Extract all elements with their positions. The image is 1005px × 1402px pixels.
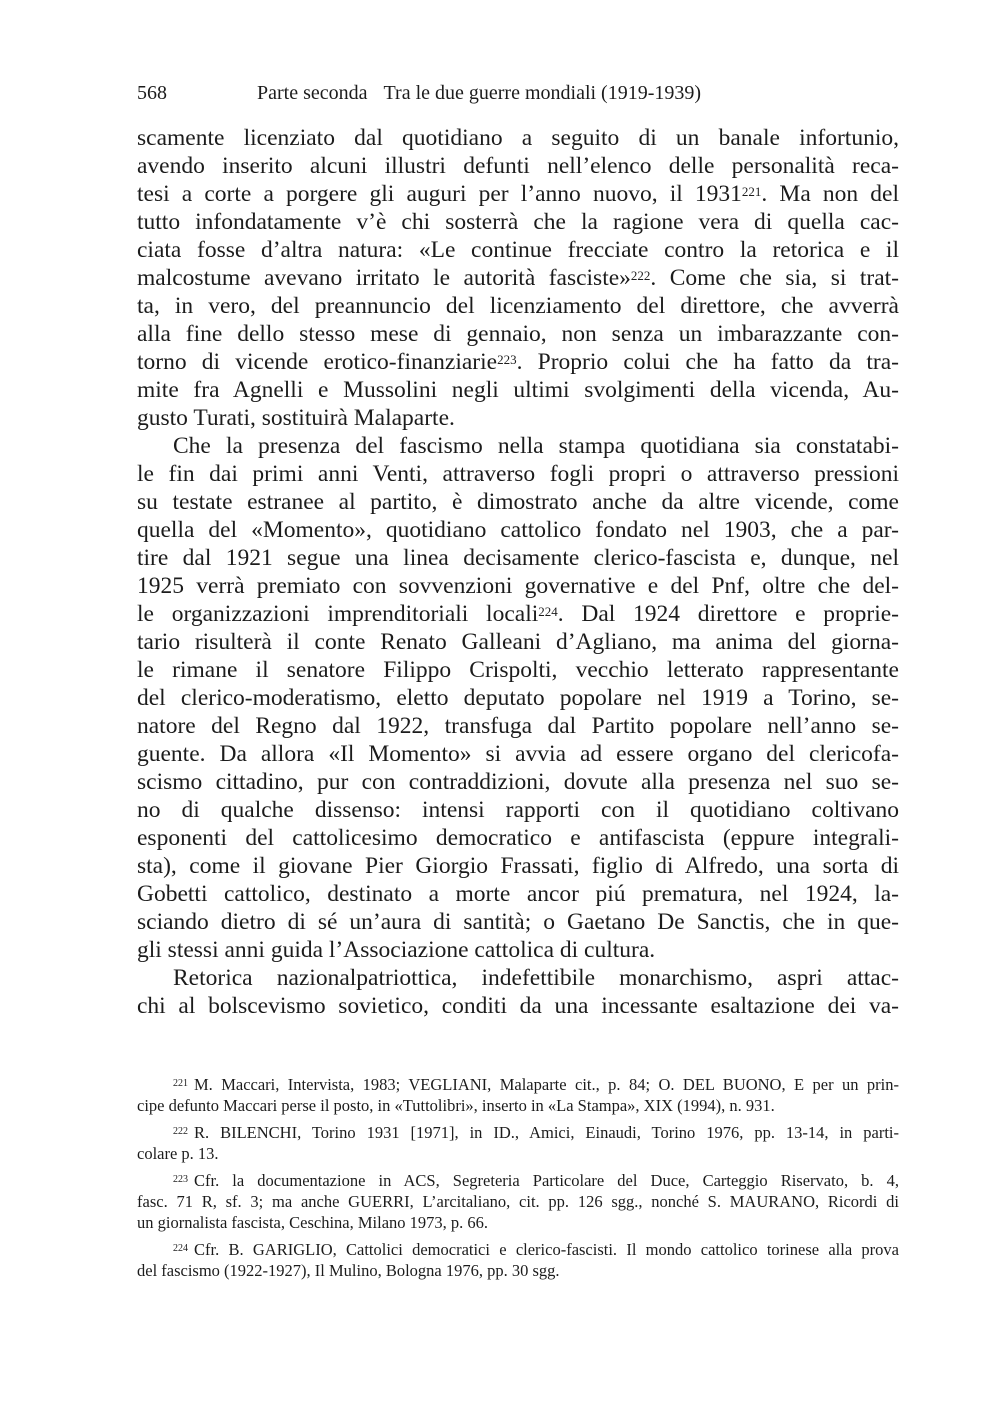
text-segment: gli stessi anni guida l’Associazione cattolica di cultura. [137, 937, 656, 963]
text-line [137, 292, 899, 320]
footnote-ref: 221 [741, 184, 762, 199]
text-line [137, 180, 899, 208]
text-segment: 1925 verrà premiato con sovvenzioni governative e del Pnf, oltre che del- [137, 573, 899, 599]
text-segment: . Dal 1924 direttore e proprie- [557, 601, 899, 627]
text-line [137, 936, 899, 964]
text-line [137, 432, 899, 460]
text-segment: ta, in vero, del preannuncio del licenziamento del direttore, che avverrà [137, 293, 899, 319]
footnote-ref: 223 [497, 352, 517, 367]
text-line [137, 600, 899, 628]
footnote-line [137, 1170, 899, 1191]
footnote-number: 223 [173, 1174, 188, 1185]
footnote-line [137, 1095, 899, 1116]
text-line [137, 628, 899, 656]
text-line [137, 740, 899, 768]
page-number: 568 [137, 82, 167, 104]
text-segment: le rimane il senatore Filippo Crispolti, vecchio letterato rappresentante [137, 657, 899, 683]
text-segment: sta), come il giovane Pier Giorgio Frassati, figlio di Alfredo, una sorta di [137, 853, 899, 879]
footnote-text: M. Maccari, Intervista, 1983; VEGLIANI, Malaparte cit., p. 84; O. DEL BUONO, E per un prin- [194, 1075, 899, 1094]
footnote-text: un giornalista fascista, Ceschina, Milano 1973, p. 66. [137, 1213, 489, 1232]
footnote-text: colare p. 13. [137, 1144, 219, 1163]
footnote-line [137, 1074, 899, 1095]
text-line [137, 684, 899, 712]
footnote-number: 222 [173, 1126, 188, 1137]
text-segment: Gobetti cattolico, destinato a morte ancor piú prematura, nel 1924, la- [137, 881, 899, 907]
text-line [137, 796, 899, 824]
text-line [137, 264, 899, 292]
text-segment: tutto infondatamente v’è chi sosterrà che la ragione vera di quella cac- [137, 209, 899, 235]
footnote-number: 224 [173, 1243, 188, 1254]
text-line [137, 656, 899, 684]
text-line [137, 824, 899, 852]
text-line [137, 152, 899, 180]
text-segment: . Proprio colui che ha fatto da tra- [516, 349, 899, 375]
text-line [137, 992, 899, 1020]
footnote [137, 1074, 899, 1116]
running-head [137, 80, 701, 106]
footnote-text: cipe defunto Maccari perse il posto, in «Tuttolibri», inserto in «La Stampa», XIX (1994), n. 931. [137, 1096, 775, 1115]
footnote-text: Cfr. la documentazione in ACS, Segreteria Particolare del Duce, Carteggio Riservato, b. 4, [194, 1171, 899, 1190]
text-line [137, 488, 899, 516]
text-segment: Retorica nazionalpatriottica, indefettibile monarchismo, aspri attac- [173, 965, 899, 991]
text-line [137, 236, 899, 264]
text-segment: tesi a corte a porgere gli auguri per l’anno nuovo, il 1931 [137, 181, 742, 207]
footnote-line [137, 1143, 899, 1164]
text-segment: alla fine dello stesso mese di gennaio, non senza un imbarazzante con- [137, 321, 899, 347]
text-line [137, 572, 899, 600]
footnote-number: 221 [173, 1078, 188, 1089]
text-segment: Che la presenza del fascismo nella stampa quotidiana sia constatabi- [173, 433, 899, 459]
body-text [137, 124, 899, 1020]
footnote [137, 1170, 899, 1233]
footnote-text: R. BILENCHI, Torino 1931 [1971], in ID., Amici, Einaudi, Torino 1976, pp. 13-14, in parti- [194, 1123, 899, 1142]
text-segment: . Come che sia, si trat- [650, 265, 899, 291]
footnote [137, 1122, 899, 1164]
text-segment: sciando dietro di sé un’aura di santità; o Gaetano De Sanctis, che in que- [137, 909, 899, 935]
chapter-title: Tra le due guerre mondiali (1919-1939) [383, 82, 702, 104]
text-line [137, 768, 899, 796]
text-segment: su testate estranee al partito, è dimostrato anche da altre vicende, come [137, 489, 899, 515]
text-line [137, 964, 899, 992]
text-segment: malcostume avevano irritato le autorità fasciste» [137, 265, 631, 291]
text-segment: scismo cittadino, pur con contraddizioni, dovute alla presenza nel suo se- [137, 769, 899, 795]
footnote-line [137, 1191, 899, 1212]
text-segment: chi al bolscevismo sovietico, conditi da una incessante esaltazione dei va- [137, 993, 899, 1019]
footnote-line [137, 1239, 899, 1260]
text-line [137, 348, 899, 376]
text-segment: le organizzazioni imprenditoriali locali [137, 601, 539, 627]
footnote-line [137, 1212, 899, 1233]
text-segment: torno di vicende erotico-finanziarie [137, 349, 498, 375]
text-line [137, 516, 899, 544]
footnote-line [137, 1260, 899, 1281]
text-segment: . Ma non del [761, 181, 899, 207]
text-segment: tario risulterà il conte Renato Galleani d’Agliano, ma anima del giorna- [137, 629, 899, 655]
text-line [137, 460, 899, 488]
footnotes [137, 1074, 899, 1287]
text-segment: guente. Da allora «Il Momento» si avvia ad essere organo del clericofa- [137, 741, 899, 767]
text-line [137, 544, 899, 572]
text-line [137, 404, 899, 432]
text-segment: natore del Regno dal 1922, transfuga dal Partito popolare nell’anno se- [137, 713, 899, 739]
text-line [137, 908, 899, 936]
footnote-ref: 222 [630, 268, 651, 283]
text-segment: del clerico-moderatismo, eletto deputato popolare nel 1919 a Torino, se- [137, 685, 899, 711]
text-segment: avendo inserito alcuni illustri defunti nell’elenco delle personalità reca- [137, 153, 899, 179]
text-segment: no di qualche dissenso: intensi rapporti con il quotidiano coltivano [137, 797, 899, 823]
text-segment: mite fra Agnelli e Mussolini negli ultimi svolgimenti della vicenda, Au- [137, 377, 899, 403]
footnote-line [137, 1122, 899, 1143]
footnote-text: fasc. 71 R, sf. 3; ma anche GUERRI, L’arcitaliano, cit. pp. 126 sgg., nonché S. MAURANO, Ricordi di [137, 1192, 899, 1211]
footnote-ref: 224 [538, 604, 558, 619]
text-line [137, 880, 899, 908]
part-title: Parte seconda [257, 82, 368, 104]
footnote-text: del fascismo (1922-1927), Il Mulino, Bologna 1976, pp. 30 sgg. [137, 1261, 560, 1280]
text-segment: esponenti del cattolicesimo democratico e antifascista (eppure integrali- [137, 825, 899, 851]
text-line [137, 320, 899, 348]
footnote [137, 1239, 899, 1281]
text-line [137, 712, 899, 740]
text-segment: ciata fosse d’altra natura: «Le continue frecciate contro la retorica e il [137, 237, 899, 263]
text-line [137, 208, 899, 236]
text-line [137, 852, 899, 880]
text-line [137, 376, 899, 404]
text-segment: quella del «Momento», quotidiano cattolico fondato nel 1903, che a par- [137, 517, 899, 543]
footnote-text: Cfr. B. GARIGLIO, Cattolici democratici e clerico-fascisti. Il mondo cattolico torinese alla prova [194, 1240, 899, 1259]
text-segment: scamente licenziato dal quotidiano a seguito di un banale infortunio, [137, 125, 899, 151]
text-segment: gusto Turati, sostituirà Malaparte. [137, 405, 455, 431]
text-line [137, 124, 899, 152]
text-segment: le fin dai primi anni Venti, attraverso fogli propri o attraverso pressioni [137, 461, 899, 487]
text-segment: tire dal 1921 segue una linea decisamente clerico-fascista e, dunque, nel [137, 545, 899, 571]
